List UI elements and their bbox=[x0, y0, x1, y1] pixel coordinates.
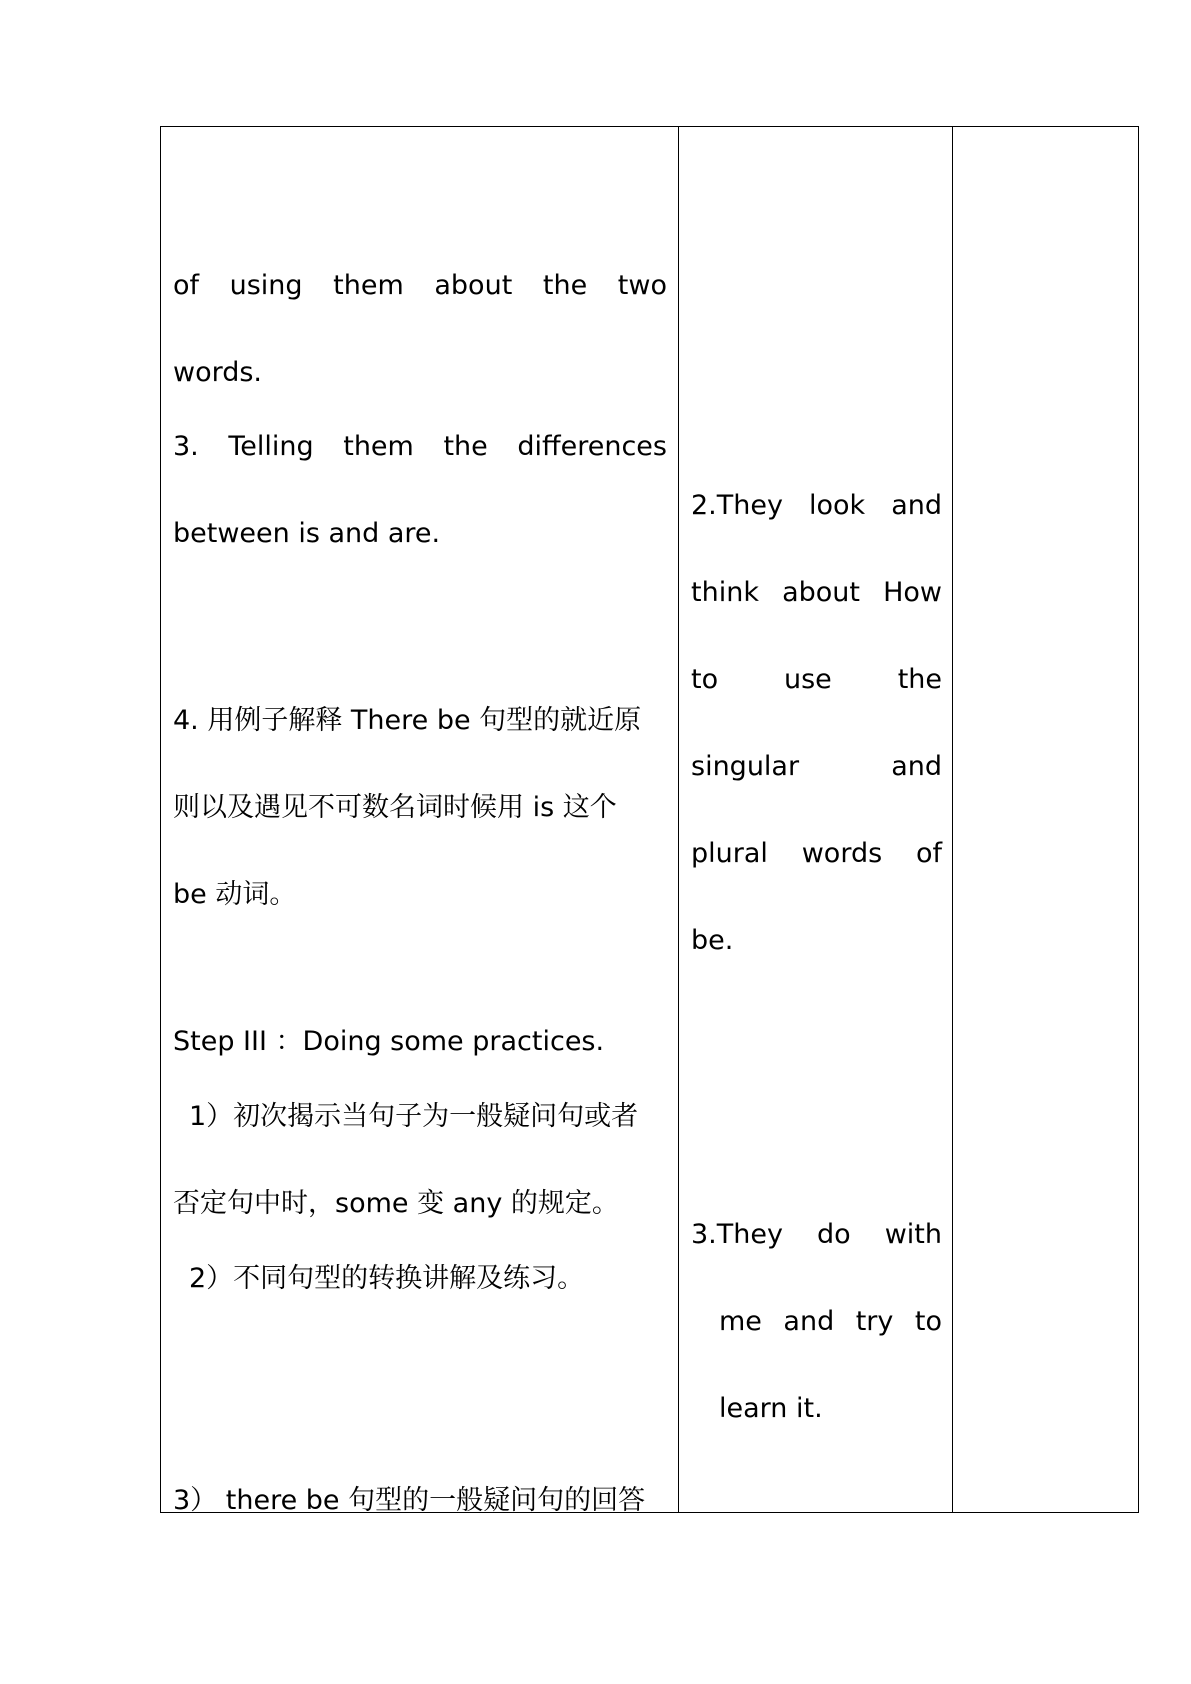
word: and bbox=[891, 751, 942, 782]
word: two bbox=[617, 270, 667, 301]
word: Telling bbox=[228, 431, 314, 462]
word: about bbox=[782, 577, 860, 608]
list-item: 1）初次揭示当句子为一般疑问句或者 bbox=[189, 1101, 639, 1132]
word: about bbox=[434, 270, 513, 301]
lesson-plan-table bbox=[160, 126, 1139, 1516]
word: 2.They bbox=[691, 490, 783, 521]
text-line: 则以及遇见不可数名词时候用 is 这个 bbox=[173, 792, 617, 823]
text-line bbox=[691, 576, 942, 610]
word: the bbox=[542, 270, 588, 301]
word: 3.They bbox=[691, 1219, 783, 1250]
list-item: 2）不同句型的转换讲解及练习。 bbox=[189, 1263, 585, 1294]
word: differences bbox=[517, 431, 667, 462]
text-line bbox=[691, 1218, 942, 1252]
word: the bbox=[443, 431, 488, 462]
word: and bbox=[891, 490, 942, 521]
text-line: 4. 用例子解释 There be 句型的就近原 bbox=[173, 705, 642, 736]
word: try bbox=[855, 1306, 894, 1337]
word: words bbox=[801, 838, 883, 869]
word: do bbox=[817, 1219, 851, 1250]
text-line bbox=[173, 269, 667, 303]
word: 3. bbox=[173, 431, 199, 462]
text-line bbox=[719, 1305, 942, 1339]
text-line: be. bbox=[691, 925, 734, 956]
text-line: words. bbox=[173, 357, 263, 388]
word: to bbox=[914, 1306, 942, 1337]
word: to bbox=[691, 664, 719, 695]
word: using bbox=[229, 270, 303, 301]
word: of bbox=[173, 270, 200, 301]
word: How bbox=[883, 577, 942, 608]
word: them bbox=[333, 270, 404, 301]
text-line: 否定句中时，some 变 any 的规定。 bbox=[173, 1188, 619, 1219]
text-line bbox=[173, 430, 667, 464]
word: me bbox=[719, 1306, 762, 1337]
word: singular bbox=[691, 751, 800, 782]
notes-cell bbox=[953, 127, 1138, 1512]
word: look bbox=[808, 490, 866, 521]
text-line bbox=[691, 750, 942, 784]
text-line bbox=[691, 837, 942, 871]
word: of bbox=[915, 838, 942, 869]
text-line bbox=[691, 489, 942, 523]
step-heading: Step III ：Doing some practices. bbox=[173, 1026, 605, 1057]
text-line bbox=[691, 663, 942, 697]
word: and bbox=[783, 1306, 835, 1337]
word: think bbox=[691, 577, 759, 608]
list-item: 3） there be 句型的一般疑问句的回答 bbox=[173, 1485, 646, 1516]
student-activities-cell bbox=[679, 127, 953, 1512]
text-line: between is and are. bbox=[173, 518, 441, 549]
word: the bbox=[897, 664, 942, 695]
word: with bbox=[884, 1219, 942, 1250]
text-line: be 动词。 bbox=[173, 879, 297, 910]
word: them bbox=[343, 431, 414, 462]
word: use bbox=[784, 664, 832, 695]
text-line: learn it. bbox=[719, 1393, 823, 1424]
word: plural bbox=[691, 838, 768, 869]
teacher-activities-cell bbox=[161, 127, 679, 1516]
